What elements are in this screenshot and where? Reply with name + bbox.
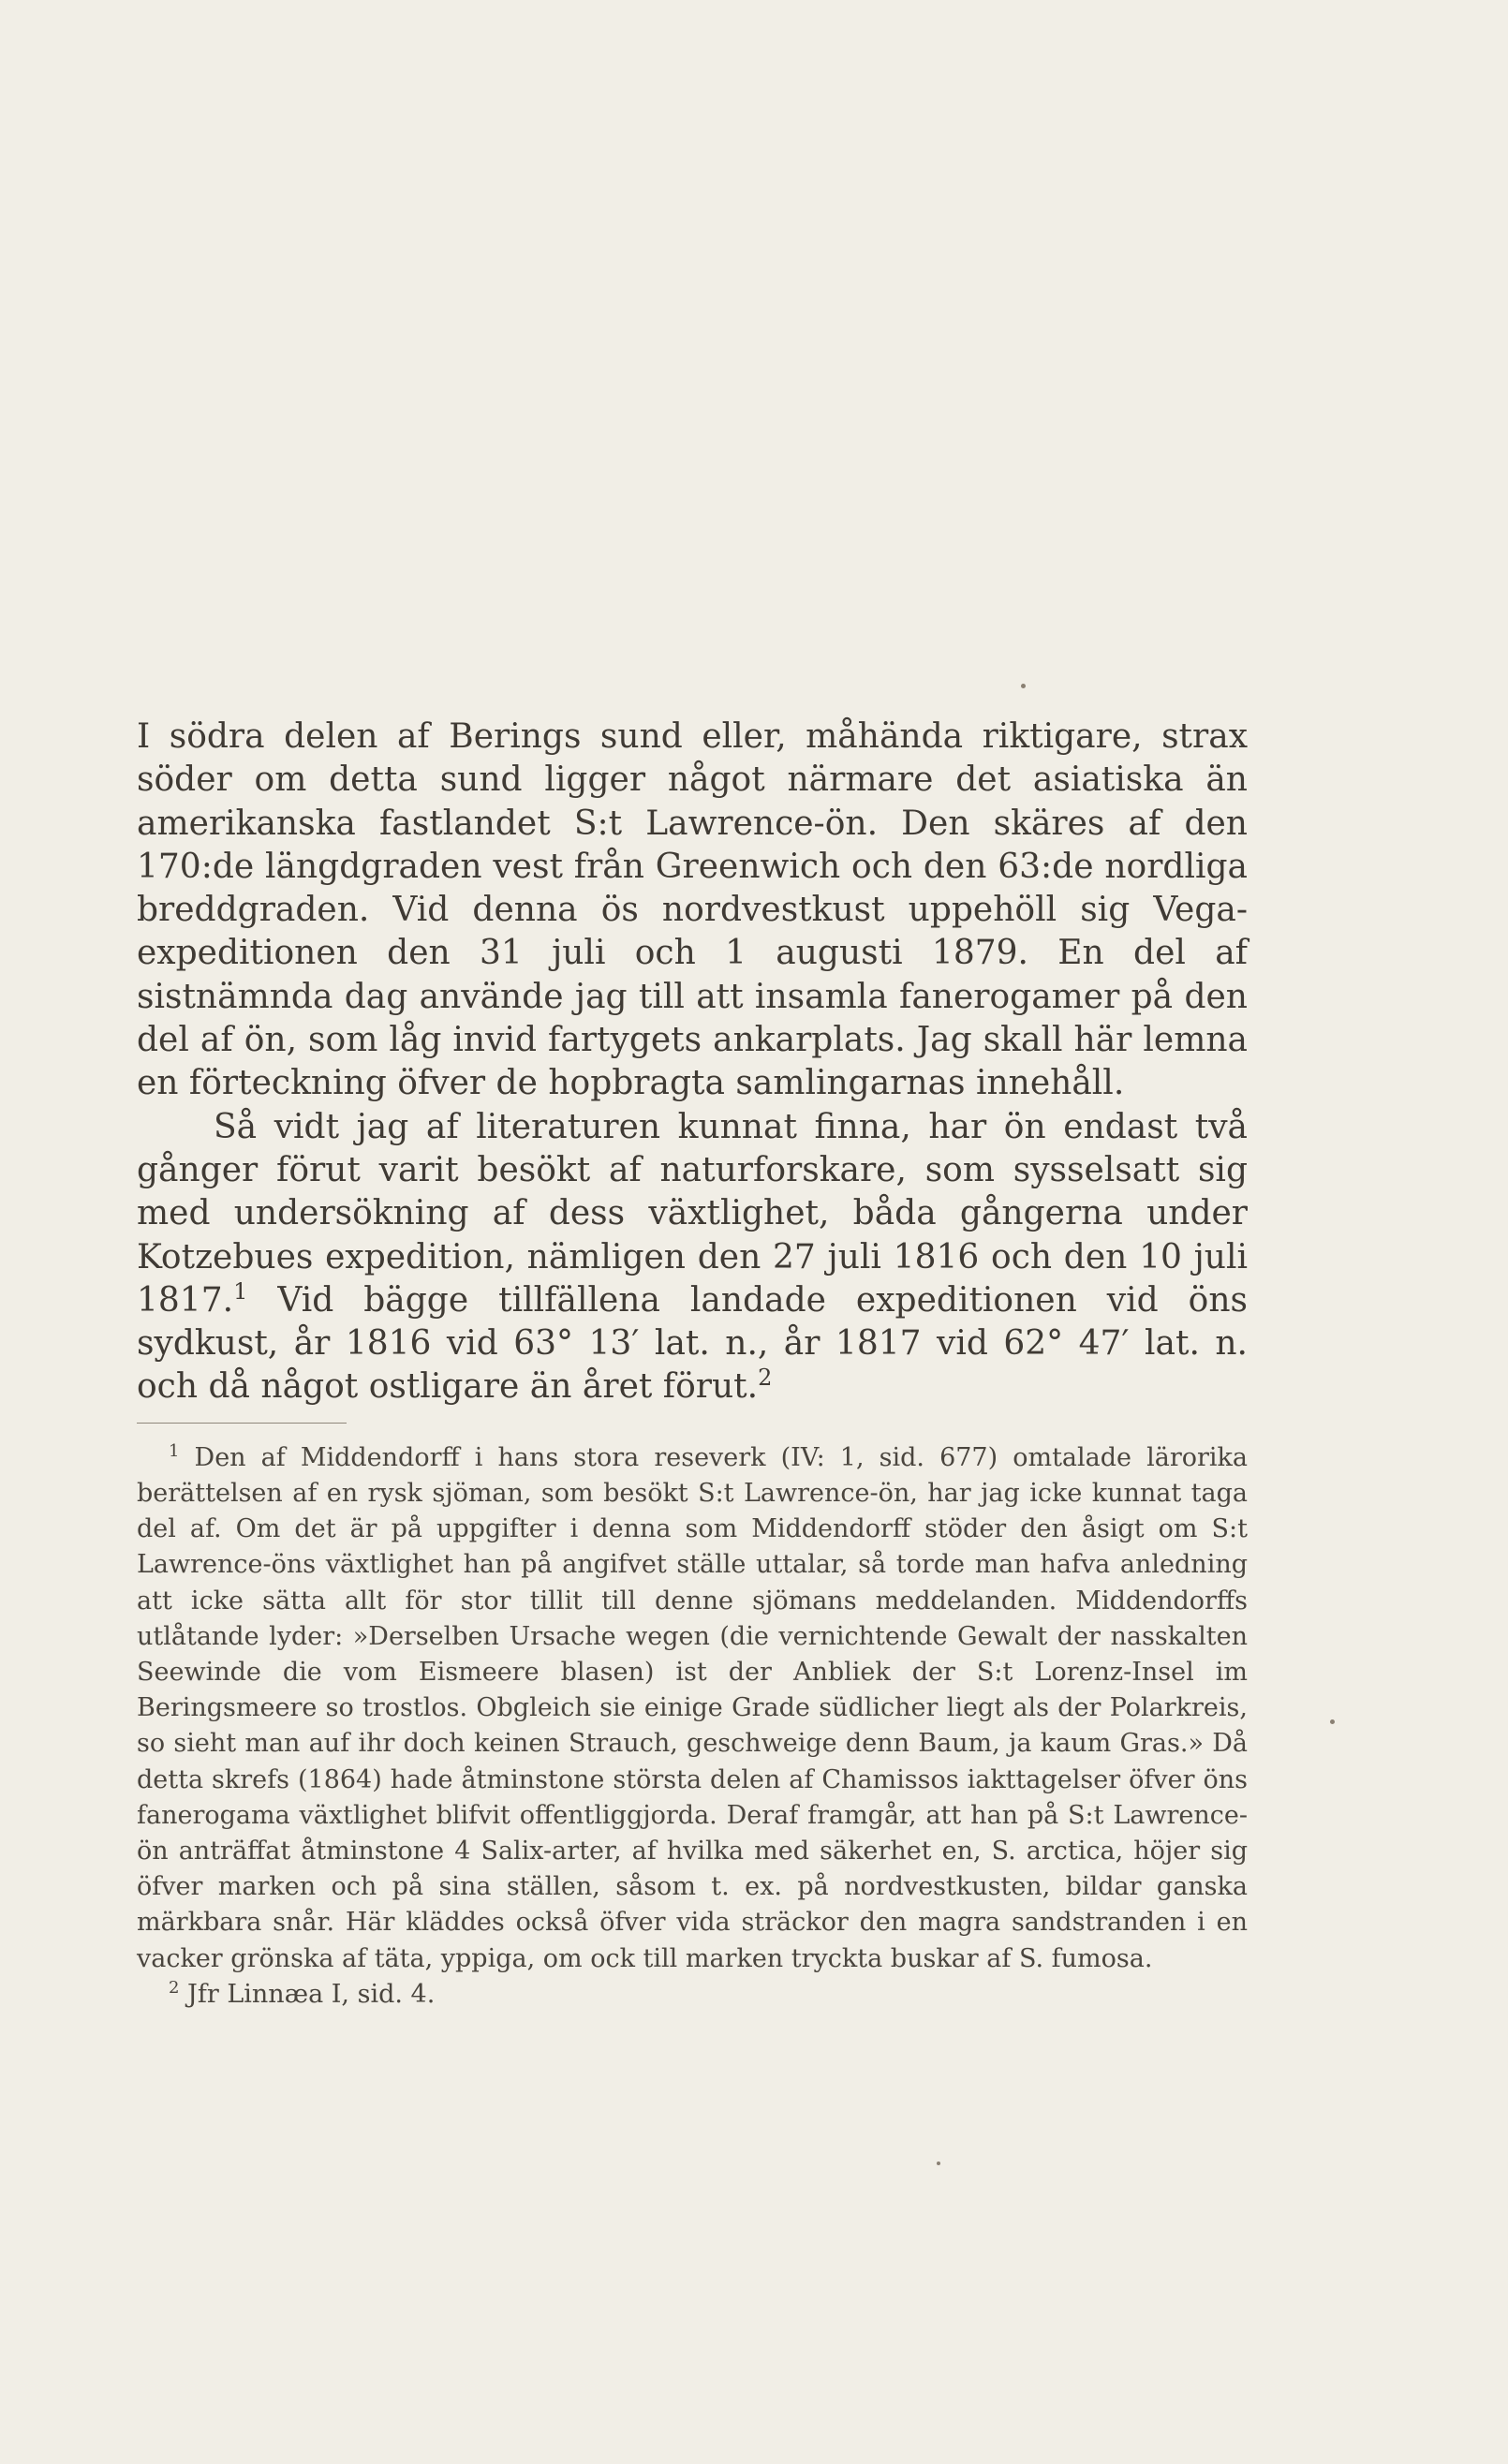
paragraph-intro: I södra delen af Berings sund eller, måhända riktigare, strax söder om detta sund ligger något närmare det asiatiska än amerikanska fastlandet S:t Lawrence-ön. Den skäres af den 170:de längdgraden vest från Greenwich och den 63:de nordliga breddgraden. Vid denna ös nordvestkust uppehöll sig Vega-expeditionen den 31 juli och 1 augusti 1879. En del af sistnämnda dag använde jag till att insamla fanerogamer på den del af ön, som låg invid fartygets ankarplats. Jag skall här lemna en förteckning öfver de hopbragta samlingarnas innehåll.	[137, 717, 1248, 1103]
paragraph-literature	[137, 1106, 1248, 1409]
footnote-mark-2: 2	[169, 1977, 180, 1998]
paragraph-literature-text-2: Vid bägge tillfällena landade expeditionen vid öns sydkust, år 1816 vid 63° 13′ lat. n., år 1817 vid 62° 47′ lat. n. och då något ostligare än året förut.	[137, 1280, 1248, 1407]
footnote-1	[137, 1440, 1248, 1977]
footnote-2	[137, 1977, 1248, 2013]
main-text-block	[137, 716, 1248, 2013]
footnotes	[137, 1440, 1248, 2013]
paper-speck	[1021, 684, 1026, 688]
paper-speck	[1330, 1719, 1335, 1724]
footnote-2-text: Jfr Linnæa I, sid. 4.	[187, 1979, 436, 2009]
paper-speck	[937, 2162, 940, 2165]
paragraph-literature-text-1: Så vidt jag af literaturen kunnat finna, har ön endast två gånger förut varit besökt af naturforskare, som sysselsatt sig med undersökning af dess växtlighet, båda gångerna under Kotzebues expedition, nämligen den 27 juli 1816 och den 10 juli 1817.	[137, 1107, 1248, 1320]
footnote-divider	[137, 1423, 347, 1424]
footnote-1-text: Den af Middendorff i hans stora reseverk (IV: 1, sid. 677) omtalade lärorika berättelsen af en rysk sjöman, som besökt S:t Lawrence-ön, har jag icke kunnat taga del af. Om det är på uppgifter i denna som Middendorff stöder den åsigt om S:t Lawrence-öns växtlighet han på angifvet ställe uttalar, så torde man hafva anledning att icke sätta allt för stor tillit till denne sjömans meddelanden. Middendorffs utlåtande lyder: »Derselben Ursache wegen (die vernichtende Gewalt der nasskalten Seewinde die vom Eismeere blasen) ist der Anbliek der S:t Lorenz-Insel im Beringsmeere so trostlos. Obgleich sie einige Grade südlicher liegt als der Polarkreis, so sieht man auf ihr doch keinen Strauch, geschweige denn Baum, ja kaum Gras.» Då detta skrefs (1864) hade åtminstone största delen af Chamissos iakttagelser öfver öns fanerogama växtlighet blifvit offentliggjorda. Deraf framgår, att han på S:t Lawrence-ön anträffat åtminstone 4 Salix-arter, af hvilka med säkerhet en, S. arctica, höjer sig öfver marken och på sina ställen, såsom t. ex. på nordvestkusten, bildar ganska märkbara snår. Här kläddes också öfver vida sträckor den magra sandstranden i en vacker grönska af täta, yppiga, om ock till marken tryckta buskar af S. fumosa.	[137, 1442, 1248, 1973]
footnote-ref-2: 2	[758, 1365, 773, 1392]
footnote-ref-1: 1	[233, 1277, 248, 1305]
footnote-mark-1: 1	[169, 1440, 180, 1461]
